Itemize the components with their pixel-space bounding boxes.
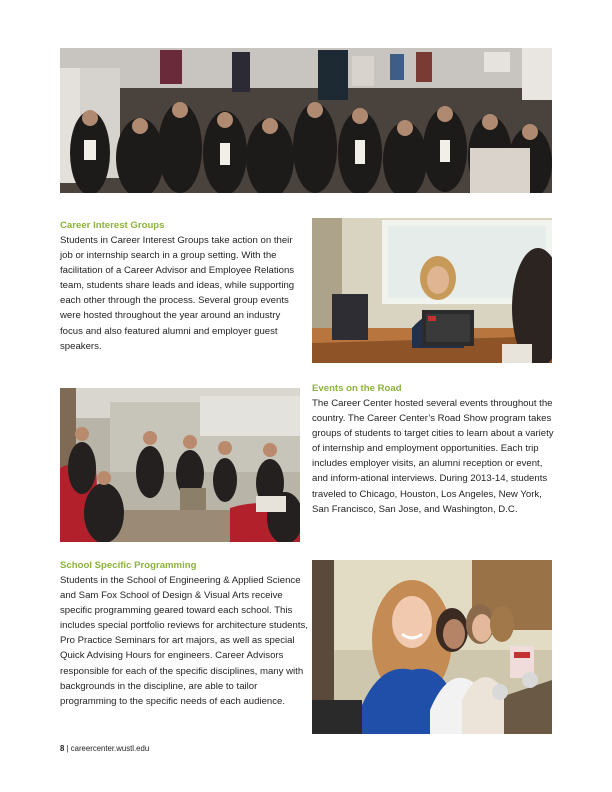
group-discussion-photo bbox=[60, 388, 300, 542]
school-specific-programming-heading: School Specific Programming bbox=[60, 560, 197, 571]
smiling-students-photo bbox=[312, 560, 552, 734]
career-interest-groups-text: Students in Career Interest Groups take action on their job or internship search in a group setting. With the facilitation of a Career Advisor and Employee Relations team, students share leads and ideas, while supporting each other through the process. Several group events were hosted throughout the year around an industry focus and also featured alumni and employer guest speakers. bbox=[60, 235, 295, 352]
footer-separator: | bbox=[66, 744, 69, 753]
footer-website: careercenter.wustl.edu bbox=[70, 744, 150, 753]
page-footer bbox=[60, 744, 149, 754]
career-interest-groups-heading: Career Interest Groups bbox=[60, 220, 165, 231]
events-on-the-road-heading: Events on the Road bbox=[312, 383, 402, 394]
student-laptop-photo bbox=[312, 218, 552, 363]
events-on-the-road-text: The Career Center hosted several events throughout the country. The Career Center’s Road Show program takes groups of students to target cities to learn about a variety of internship and employment opportunities. Each trip includes employer visits, an alumni reception or event, and inform-ational interviews. During 2013-14, students traveled to Chicago, Houston, Los Angeles, New York, San Francisco, San Jose, and Washington, D.C. bbox=[312, 398, 554, 515]
school-specific-programming-text: Students in the School of Engineering & Applied Science and Sam Fox School of Design & Visual Arts receive specific programming geared toward each school. This includes special portfolio reviews for architecture students, Pro Practice Seminars for art majors, as well as special Quick Advising Hours for engineers. Career Advisors responsible for each of the specific disciplines, many with backgrounds in the discipline, are able to tailor programming to the specific needs of each audience. bbox=[60, 575, 308, 707]
page-number: 8 bbox=[60, 744, 65, 753]
career-fair-photo bbox=[60, 48, 552, 193]
